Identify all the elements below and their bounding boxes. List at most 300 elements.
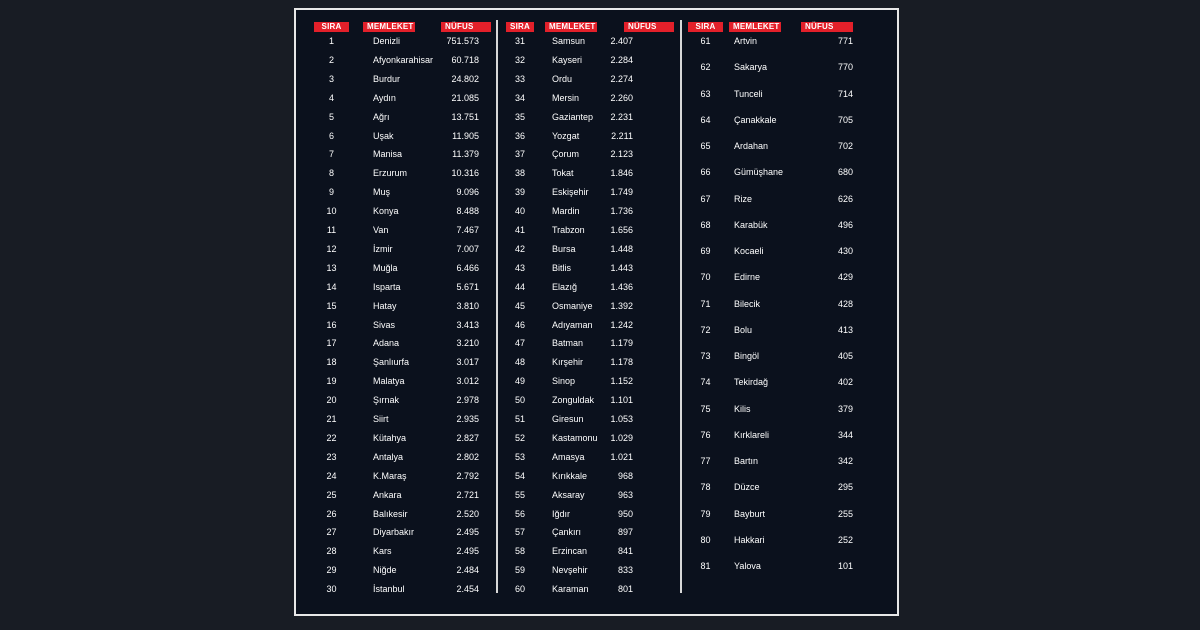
- province-cell: Kütahya: [373, 432, 407, 443]
- table-row: [296, 259, 496, 277]
- rank-cell: 45: [514, 300, 525, 311]
- rank-cell: 60: [514, 584, 525, 595]
- table-row: [296, 70, 496, 88]
- table-row: [499, 542, 679, 560]
- table-row: [296, 316, 496, 334]
- rank-cell: 44: [514, 281, 525, 292]
- rank-cell: 48: [514, 357, 525, 368]
- population-cell: 430: [837, 246, 853, 256]
- table-row: [296, 278, 496, 296]
- province-cell: Siirt: [373, 414, 389, 424]
- population-cell: 702: [837, 141, 853, 151]
- population-cell: 21.085: [451, 92, 479, 103]
- province-cell: Erzincan: [552, 546, 588, 557]
- population-cell: 428: [837, 298, 853, 309]
- rank-cell: 81: [700, 561, 711, 571]
- population-cell: 2.792: [456, 470, 479, 481]
- province-cell: Sakarya: [734, 62, 768, 73]
- rank-cell: 79: [700, 508, 711, 519]
- rank-cell: 74: [700, 377, 711, 388]
- table-row: [683, 426, 898, 444]
- province-cell: Hakkari: [734, 534, 765, 545]
- table-row: [296, 127, 496, 145]
- population-cell: 2.978: [456, 395, 479, 406]
- province-cell: Aksaray: [552, 489, 585, 500]
- rank-cell: 46: [514, 319, 525, 330]
- population-cell: 1.656: [610, 225, 633, 235]
- population-cell: 8.488: [456, 206, 479, 217]
- province-cell: Ankara: [373, 489, 402, 500]
- table-row: [499, 391, 679, 409]
- population-cell: 11.905: [452, 130, 479, 141]
- population-table: [294, 8, 899, 616]
- table-row: [683, 347, 898, 365]
- rank-cell: 8: [328, 168, 334, 179]
- population-cell: 1.179: [610, 338, 633, 349]
- table-row: [683, 111, 898, 129]
- table-row: [296, 542, 496, 560]
- table-row: [499, 183, 679, 201]
- province-cell: Tokat: [552, 168, 574, 179]
- table-row: [683, 478, 898, 496]
- province-cell: Afyonkarahisar: [373, 54, 434, 65]
- rank-cell: 65: [700, 141, 711, 151]
- province-cell: Van: [373, 225, 389, 235]
- population-cell: 3.810: [456, 300, 479, 311]
- province-cell: Bitlis: [552, 262, 572, 273]
- population-cell: 1.029: [610, 432, 633, 443]
- table-row: [499, 221, 679, 239]
- province-cell: Çorum: [552, 149, 580, 160]
- population-cell: 10.316: [451, 168, 479, 179]
- rank-cell: 77: [700, 456, 711, 466]
- population-cell: 2.211: [611, 130, 633, 141]
- table-row: [296, 410, 496, 428]
- province-cell: Denizli: [373, 36, 401, 46]
- rank-cell: 72: [700, 324, 711, 335]
- table-row: [296, 108, 496, 126]
- population-cell: 897: [617, 527, 633, 538]
- table-row: [499, 145, 679, 163]
- table-row: [683, 295, 898, 313]
- rank-cell: 3: [328, 73, 334, 84]
- province-cell: Şırnak: [373, 395, 400, 406]
- population-cell: 2.495: [456, 546, 479, 557]
- rank-cell: 32: [514, 54, 525, 65]
- population-cell: 3.017: [456, 357, 479, 368]
- rank-cell: 68: [700, 219, 711, 230]
- province-cell: Bingöl: [734, 351, 760, 361]
- population-cell: 255: [837, 508, 853, 519]
- province-cell: Düzce: [734, 482, 760, 493]
- header-province: MEMLEKET: [545, 22, 597, 32]
- rank-cell: 75: [700, 403, 711, 414]
- province-cell: Kocaeli: [734, 246, 764, 256]
- table-row: [499, 580, 679, 598]
- province-cell: Bursa: [552, 243, 576, 254]
- population-cell: 379: [837, 403, 853, 414]
- population-cell: 9.096: [456, 187, 479, 198]
- rank-cell: 10: [326, 206, 337, 217]
- rank-cell: 13: [326, 262, 337, 273]
- rank-cell: 66: [700, 167, 711, 178]
- province-cell: Niğde: [373, 565, 397, 576]
- province-cell: Bartın: [734, 456, 759, 466]
- population-cell: 2.231: [610, 111, 633, 122]
- rank-cell: 39: [514, 187, 525, 198]
- population-cell: 496: [837, 219, 853, 230]
- rank-cell: 37: [514, 149, 525, 160]
- table-column-3: [683, 10, 898, 614]
- rank-cell: 40: [514, 206, 525, 217]
- table-row: [683, 531, 898, 549]
- rank-cell: 17: [326, 338, 337, 349]
- population-cell: 413: [837, 324, 853, 335]
- population-cell: 3.210: [456, 338, 479, 349]
- province-cell: Kırıkkale: [552, 470, 588, 481]
- table-row: [296, 429, 496, 447]
- rank-cell: 73: [700, 351, 711, 361]
- population-cell: 252: [837, 534, 853, 545]
- table-row: [499, 278, 679, 296]
- population-cell: 771: [837, 36, 853, 46]
- population-cell: 5.671: [456, 281, 479, 292]
- rank-cell: 26: [326, 508, 337, 519]
- population-cell: 1.436: [610, 281, 633, 292]
- rank-cell: 67: [700, 193, 711, 204]
- rank-cell: 61: [700, 36, 711, 46]
- rank-cell: 16: [326, 319, 337, 330]
- province-cell: Giresun: [552, 414, 584, 424]
- rank-cell: 35: [514, 111, 525, 122]
- rank-cell: 71: [700, 298, 711, 309]
- province-cell: Adıyaman: [552, 319, 593, 330]
- table-row: [683, 32, 898, 50]
- table-row: [499, 127, 679, 145]
- population-cell: 405: [837, 351, 853, 361]
- province-cell: Kayseri: [552, 54, 583, 65]
- rank-cell: 64: [700, 114, 711, 125]
- rank-cell: 49: [514, 376, 525, 387]
- province-cell: Yozgat: [552, 130, 580, 141]
- province-cell: Manisa: [373, 149, 403, 160]
- table-row: [499, 32, 679, 50]
- province-cell: Samsun: [552, 36, 586, 46]
- province-cell: Zonguldak: [552, 395, 595, 406]
- rank-cell: 11: [326, 225, 337, 235]
- rank-cell: 80: [700, 534, 711, 545]
- population-cell: 429: [837, 272, 853, 283]
- population-cell: 24.802: [451, 73, 479, 84]
- province-cell: İstanbul: [373, 584, 405, 595]
- population-cell: 295: [837, 482, 853, 493]
- table-row: [296, 145, 496, 163]
- population-cell: 2.407: [610, 36, 633, 46]
- table-row: [683, 452, 898, 470]
- rank-cell: 78: [700, 482, 711, 493]
- rank-cell: 70: [700, 272, 711, 283]
- table-row: [499, 164, 679, 182]
- table-row: [296, 202, 496, 220]
- header-population: NÜFUS: [441, 22, 491, 32]
- table-row: [683, 321, 898, 339]
- rank-cell: 12: [326, 243, 337, 254]
- population-cell: 344: [837, 429, 853, 440]
- rank-cell: 47: [514, 338, 525, 349]
- rank-cell: 56: [514, 508, 525, 519]
- table-row: [499, 561, 679, 579]
- table-row: [296, 448, 496, 466]
- table-row: [499, 51, 679, 69]
- rank-cell: 53: [514, 451, 525, 462]
- population-cell: 1.448: [610, 243, 633, 254]
- table-row: [499, 467, 679, 485]
- table-row: [499, 108, 679, 126]
- column-divider: [680, 20, 682, 593]
- rank-cell: 41: [514, 225, 525, 235]
- rank-cell: 18: [326, 357, 337, 368]
- province-cell: Isparta: [373, 281, 401, 292]
- population-cell: 3.413: [456, 319, 479, 330]
- rank-cell: 34: [514, 92, 525, 103]
- province-cell: K.Maraş: [373, 470, 407, 481]
- province-cell: Rize: [734, 193, 753, 204]
- province-cell: Bilecik: [734, 298, 761, 309]
- rank-cell: 22: [326, 432, 337, 443]
- population-cell: 2.935: [456, 414, 479, 424]
- table-row: [499, 240, 679, 258]
- province-cell: Çankırı: [552, 527, 582, 538]
- rank-cell: 55: [514, 489, 525, 500]
- rank-cell: 52: [514, 432, 525, 443]
- province-cell: Kastamonu: [552, 432, 598, 443]
- table-row: [683, 85, 898, 103]
- province-cell: Gaziantep: [552, 111, 594, 122]
- header-rank: SIRA: [688, 22, 723, 32]
- population-cell: 101: [837, 561, 853, 571]
- province-cell: Sivas: [373, 319, 396, 330]
- province-cell: Iğdır: [552, 508, 571, 519]
- header-rank: SIRA: [506, 22, 534, 32]
- province-cell: Aydın: [373, 92, 396, 103]
- table-row: [296, 505, 496, 523]
- province-cell: Yalova: [734, 561, 761, 571]
- header-rank: SIRA: [314, 22, 349, 32]
- table-row: [499, 486, 679, 504]
- province-cell: Karabük: [734, 219, 768, 230]
- province-cell: Mersin: [552, 92, 580, 103]
- table-row: [499, 429, 679, 447]
- rank-cell: 15: [326, 300, 337, 311]
- province-cell: Ardahan: [734, 141, 769, 151]
- rank-cell: 57: [514, 527, 525, 538]
- table-column-1: [296, 10, 496, 614]
- rank-cell: 21: [326, 414, 337, 424]
- province-cell: Gümüşhane: [734, 167, 784, 178]
- population-cell: 1.021: [610, 451, 633, 462]
- table-row: [683, 373, 898, 391]
- population-cell: 1.736: [610, 206, 633, 217]
- table-row: [499, 372, 679, 390]
- rank-cell: 29: [326, 565, 337, 576]
- table-row: [499, 202, 679, 220]
- rank-cell: 2: [328, 54, 334, 65]
- rank-cell: 36: [514, 130, 525, 141]
- table-row: [499, 523, 679, 541]
- table-row: [683, 400, 898, 418]
- province-cell: Muş: [373, 187, 391, 198]
- population-cell: 2.520: [456, 508, 479, 519]
- table-row: [296, 353, 496, 371]
- rank-cell: 9: [328, 187, 334, 198]
- province-cell: Malatya: [373, 376, 405, 387]
- table-row: [296, 221, 496, 239]
- header-province: MEMLEKET: [729, 22, 781, 32]
- province-cell: Nevşehir: [552, 565, 588, 576]
- rank-cell: 27: [326, 527, 337, 538]
- table-row: [296, 89, 496, 107]
- province-cell: Bayburt: [734, 508, 766, 519]
- table-row: [683, 163, 898, 181]
- rank-cell: 38: [514, 168, 525, 179]
- population-cell: 6.466: [456, 262, 479, 273]
- rank-cell: 69: [700, 246, 711, 256]
- rank-cell: 31: [514, 36, 525, 46]
- header-population: NÜFUS: [624, 22, 674, 32]
- province-cell: Kırklareli: [734, 429, 770, 440]
- table-row: [296, 486, 496, 504]
- population-cell: 2.484: [456, 565, 479, 576]
- table-row: [499, 410, 679, 428]
- province-cell: Amasya: [552, 451, 585, 462]
- header-population: NÜFUS: [801, 22, 853, 32]
- province-cell: Eskişehir: [552, 187, 589, 198]
- population-cell: 1.846: [610, 168, 633, 179]
- population-cell: 60.718: [451, 54, 479, 65]
- province-cell: Burdur: [373, 73, 401, 84]
- province-cell: Muğla: [373, 262, 398, 273]
- table-row: [296, 391, 496, 409]
- province-cell: Kilis: [734, 403, 751, 414]
- population-cell: 801: [617, 584, 633, 595]
- population-cell: 3.012: [456, 376, 479, 387]
- table-row: [296, 164, 496, 182]
- rank-cell: 76: [700, 429, 711, 440]
- table-row: [296, 32, 496, 50]
- population-cell: 1.178: [610, 357, 633, 368]
- population-cell: 11.379: [452, 149, 479, 160]
- rank-cell: 24: [326, 470, 337, 481]
- rank-cell: 30: [326, 584, 337, 595]
- table-row: [296, 580, 496, 598]
- table-row: [499, 448, 679, 466]
- province-cell: Ağrı: [373, 111, 390, 122]
- table-row: [499, 334, 679, 352]
- population-cell: 2.123: [610, 149, 633, 160]
- table-row: [296, 183, 496, 201]
- population-cell: 950: [617, 508, 633, 519]
- rank-cell: 59: [514, 565, 525, 576]
- population-cell: 402: [837, 377, 853, 388]
- rank-cell: 51: [514, 414, 525, 424]
- rank-cell: 58: [514, 546, 525, 557]
- population-cell: 2.802: [456, 451, 479, 462]
- table-row: [683, 137, 898, 155]
- population-cell: 705: [837, 114, 853, 125]
- population-cell: 342: [837, 456, 853, 466]
- population-cell: 7.007: [456, 243, 479, 254]
- province-cell: Erzurum: [373, 168, 408, 179]
- table-row: [499, 297, 679, 315]
- table-row: [296, 297, 496, 315]
- table-row: [296, 523, 496, 541]
- population-cell: 1.101: [610, 395, 633, 406]
- rank-cell: 5: [328, 111, 334, 122]
- province-cell: Artvin: [734, 36, 758, 46]
- population-cell: 751.573: [446, 36, 479, 46]
- table-row: [296, 467, 496, 485]
- population-cell: 626: [837, 193, 853, 204]
- table-column-2: [499, 10, 679, 614]
- province-cell: İzmir: [373, 243, 393, 254]
- population-cell: 1.443: [610, 262, 633, 273]
- header-province: MEMLEKET: [363, 22, 415, 32]
- rank-cell: 23: [326, 451, 337, 462]
- population-cell: 2.827: [456, 432, 479, 443]
- table-row: [683, 216, 898, 234]
- rank-cell: 63: [700, 88, 711, 99]
- province-cell: Ordu: [552, 73, 573, 84]
- province-cell: Karaman: [552, 584, 589, 595]
- table-row: [683, 58, 898, 76]
- table-row: [499, 505, 679, 523]
- rank-cell: 19: [326, 376, 337, 387]
- province-cell: Uşak: [373, 130, 394, 141]
- population-cell: 1.242: [610, 319, 633, 330]
- province-cell: Tekirdağ: [734, 377, 769, 388]
- province-cell: Elazığ: [552, 281, 578, 292]
- population-cell: 1.392: [610, 300, 633, 311]
- rank-cell: 54: [514, 470, 525, 481]
- table-row: [296, 51, 496, 69]
- population-cell: 13.751: [451, 111, 479, 122]
- province-cell: Şanlıurfa: [373, 357, 410, 368]
- table-row: [499, 89, 679, 107]
- population-cell: 968: [617, 470, 633, 481]
- rank-cell: 42: [514, 243, 525, 254]
- table-row: [499, 353, 679, 371]
- population-cell: 963: [617, 489, 633, 500]
- province-cell: Trabzon: [552, 225, 585, 235]
- population-cell: 7.467: [456, 225, 479, 235]
- province-cell: Çanakkale: [734, 114, 777, 125]
- population-cell: 2.721: [456, 489, 479, 500]
- table-row: [683, 242, 898, 260]
- province-cell: Batman: [552, 338, 584, 349]
- population-cell: 770: [837, 62, 853, 73]
- rank-cell: 28: [326, 546, 337, 557]
- population-cell: 1.749: [610, 187, 633, 198]
- population-cell: 2.495: [456, 527, 479, 538]
- province-cell: Diyarbakır: [373, 527, 415, 538]
- province-cell: Tunceli: [734, 88, 763, 99]
- table-row: [296, 372, 496, 390]
- table-row: [683, 557, 898, 575]
- rank-cell: 6: [328, 130, 334, 141]
- population-cell: 841: [617, 546, 633, 557]
- population-cell: 1.152: [610, 376, 633, 387]
- rank-cell: 33: [514, 73, 525, 84]
